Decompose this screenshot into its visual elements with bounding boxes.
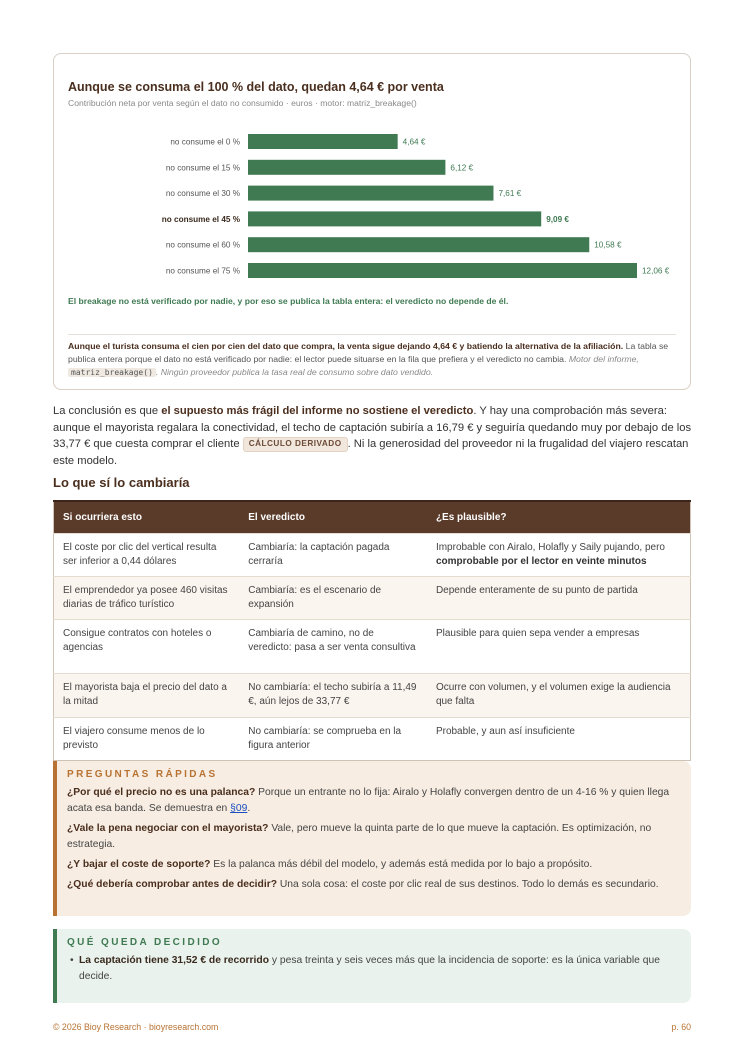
table-cell: Plausible para quien sepa vender a empresas — [427, 620, 691, 674]
bar — [248, 186, 493, 201]
category-label: no consume el 60 % — [165, 240, 240, 250]
bar — [248, 263, 637, 278]
category-label: no consume el 45 % — [161, 214, 240, 224]
faq-question: ¿Qué debería comprobar antes de decidir? — [67, 878, 277, 890]
faq-list — [67, 785, 679, 897]
value-label: 4,64 € — [402, 137, 426, 147]
column-header: ¿Es plausible? — [427, 501, 691, 533]
bar-chart — [54, 54, 690, 294]
table-cell: Cambiaría de camino, no de veredicto: pasa a ser venta consultiva — [239, 620, 427, 674]
decided-emphasis: La captación tiene 31,52 € de recorrido — [79, 955, 269, 966]
cell-emphasis: comprobable por el lector en veinte minutos — [435, 555, 647, 567]
value-label: 10,58 € — [594, 240, 622, 250]
page-footer — [53, 1022, 691, 1032]
table-row — [54, 576, 691, 619]
bar — [248, 237, 589, 252]
page-number: p. 60 — [671, 1022, 691, 1032]
table-row — [54, 674, 691, 717]
section-09-link[interactable]: §09 — [230, 802, 248, 814]
table-cell: No cambiaría: el techo subiría a 11,49 €, aún lejos de 33,77 € — [239, 674, 427, 717]
figure-caption — [68, 340, 676, 379]
caption-source: Motor del informe, matriz_breakage() . Ningún proveedor publica la tasa real de consumo sobre dato vendido. — [68, 354, 639, 377]
value-label: 9,09 € — [546, 214, 569, 224]
table-cell: El emprendedor ya posee 460 visitas diarias de tráfico turístico — [54, 576, 240, 619]
value-label: 7,61 € — [498, 189, 522, 199]
quick-questions-heading: PREGUNTAS RÁPIDAS — [67, 769, 218, 780]
column-header: Si ocurriera esto — [54, 501, 240, 533]
category-label: no consume el 0 % — [170, 137, 240, 147]
table-cell: El mayorista baja el precio del dato a la mitad — [54, 674, 240, 717]
faq-question: ¿Vale la pena negociar con el mayorista? — [67, 822, 269, 834]
faq-item: ¿Qué debería comprobar antes de decidir? Una sola cosa: el coste por clic real de sus destinos. Todo lo demás es secundario. — [67, 878, 659, 890]
table-cell: Ocurre con volumen, y el volumen exige la audiencia que falta — [427, 674, 691, 717]
bar — [248, 211, 541, 226]
quick-questions-box — [53, 761, 691, 916]
faq-item: ¿Y bajar el coste de soporte? Es la palanca más débil del modelo, y además está medida por lo bajo a propósito. — [67, 858, 593, 870]
table-cell: El coste por clic del vertical resulta ser inferior a 0,44 dólares — [54, 533, 240, 576]
table-cell: No cambiaría: se comprueba en la figura anterior — [239, 717, 427, 760]
footer-copyright: © 2026 Bioy Research · bioyresearch.com — [53, 1022, 219, 1032]
faq-question: ¿Y bajar el coste de soporte? — [67, 858, 211, 870]
bar — [248, 160, 445, 175]
table-header-row — [54, 501, 691, 533]
decided-box — [53, 929, 691, 1003]
table-cell: Cambiaría: es el escenario de expansión — [239, 576, 427, 619]
table-row — [54, 620, 691, 674]
value-label: 6,12 € — [450, 163, 474, 173]
figure-verdict: El breakage no está verificado por nadie, y por eso se publica la tabla entera: el veredicto no depende de él. — [68, 296, 509, 306]
table-cell: Cambiaría: la captación pagada cerraría — [239, 533, 427, 576]
category-label: no consume el 30 % — [165, 189, 240, 199]
table-cell: El viajero consume menos de lo previsto — [54, 717, 240, 760]
section-title: Lo que sí lo cambiaría — [53, 475, 190, 490]
code-chip: matriz_breakage() — [68, 368, 156, 377]
faq-question: ¿Por qué el precio no es una palanca? — [67, 787, 256, 798]
caption-lead: Aunque el turista consuma el cien por cien del dato que compra, la venta sigue dejando 4,64 € y batiendo la alternativa de la afiliación. — [68, 341, 624, 351]
scenario-table — [53, 500, 691, 761]
bar — [248, 134, 398, 149]
conclusion-emphasis: el supuesto más frágil del informe no sostiene el veredicto — [161, 405, 474, 417]
table-row — [54, 717, 691, 760]
column-header: El veredicto — [239, 501, 427, 533]
table-cell: Consigue contratos con hoteles o agencias — [54, 620, 240, 674]
category-label: no consume el 75 % — [165, 266, 240, 276]
table-cell: Depende enteramente de su punto de partida — [427, 576, 691, 619]
caption-body: La tabla se publica entera porque el dato no está verificado por nadie: el lector puede situarse en la fila que prefiera y el veredicto no cambia. — [68, 341, 669, 365]
table-row — [54, 533, 691, 576]
category-label: no consume el 15 % — [165, 163, 240, 173]
faq-item: ¿Vale la pena negociar con el mayorista? Vale, pero mueve la quinta parte de lo que mueve la captación. Es optimización, no estrategia. — [67, 822, 652, 850]
faq-item: ¿Por qué el precio no es una palanca? Porque un entrante no lo fija: Airalo y Holafly convergen dentro de un 4-16 % y quien llega acata esa banda. Se demuestra en §09. — [67, 787, 670, 814]
bullet-icon: • — [70, 955, 74, 966]
decided-heading: QUÉ QUEDA DECIDIDO — [67, 937, 223, 948]
decided-text: • La captación tiene 31,52 € de recorrido y pesa treinta y seis veces más que la incidencia de soporte: es la única variable que decide. — [70, 955, 660, 982]
table-cell: Probable, y aun así insuficiente — [427, 717, 691, 760]
conclusion-paragraph: La conclusión es que el supuesto más frágil del informe no sostiene el veredicto. Y hay una comprobación más severa: aunque el mayorista regalara la conectividad, el techo de captación subiría a 16,79 € y seguiría quedando muy por debajo de los 33,77 € que cuesta comprar el cliente CÁLCULO DERIVADO . Ni la generosidad del proveedor ni la frugalidad del viajero rescatan este modelo. — [53, 405, 692, 467]
figure-subtitle: Contribución neta por venta según el dato no consumido · euros · motor: matriz_breakage() — [68, 98, 417, 108]
figure-card — [53, 53, 691, 390]
figure-divider — [68, 334, 676, 335]
table-cell: Improbable con Airalo, Holafly y Saily pujando, pero comprobable por el lector en veinte minutos — [427, 533, 691, 576]
derived-calc-badge: CÁLCULO DERIVADO — [243, 437, 348, 452]
value-label: 12,06 € — [642, 266, 670, 276]
figure-title: Aunque se consuma el 100 % del dato, quedan 4,64 € por venta — [68, 80, 444, 94]
